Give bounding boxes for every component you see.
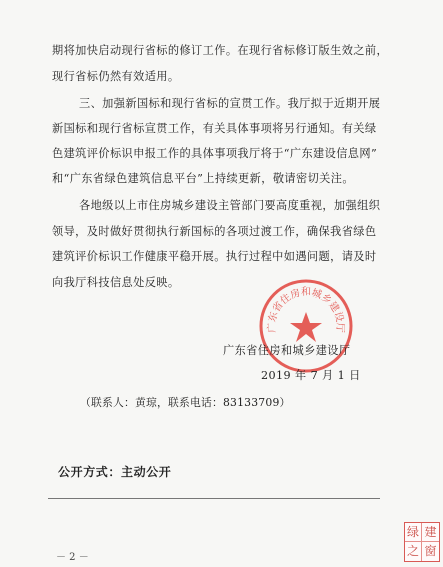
paragraph-line: 新国标和现行省标宣贯工作，有关具体事项将另行通知。有关绿 [52, 122, 377, 135]
stamp-char: 绿 [405, 523, 422, 542]
paragraph-line: 和“广东省绿色建筑信息平台”上持续更新，敬请密切关注。 [52, 172, 354, 185]
signatory: 广东省住房和城乡建设厅 [223, 344, 351, 357]
paragraph-line: 向我厅科技信息处反映。 [52, 276, 180, 289]
corner-logo-stamp [404, 522, 440, 562]
paragraph-line: 领导，及时做好贯彻执行新国标的各项过渡工作，确保我省绿色 [52, 225, 377, 238]
contact-info: （联系人：黄琼，联系电话：83133709） [80, 396, 291, 409]
stamp-char: 建 [422, 523, 439, 542]
paragraph-line: 建筑评价标识工作健康平稳开展。执行过程中如遇问题，请及时 [52, 250, 377, 263]
paragraph-line: 期将加快启动现行省标的修订工作。在现行省标修订版生效之前， [52, 44, 389, 57]
seal-text: 广东省住房和城乡建设厅 [266, 287, 346, 333]
stamp-char: 之 [405, 542, 422, 561]
issue-date: 2019 年 7 月 1 日 [261, 369, 361, 382]
paragraph-line: 色建筑评价标识申报工作的具体事项我厅将于“广东建设信息网” [52, 147, 378, 160]
paragraph-line: 各地级以上市住房城乡建设主管部门要高度重视，加强组织 [79, 199, 381, 212]
publish-mode: 公开方式：主动公开 [58, 465, 172, 479]
page-number: － 2 － [56, 552, 89, 563]
paragraph-line: 现行省标仍然有效适用。 [52, 70, 180, 83]
official-seal-icon [256, 276, 356, 376]
stamp-char: 窗 [424, 544, 437, 558]
paragraph-line: 三、加强新国标和现行省标的宣贯工作。我厅拟于近期开展 [79, 97, 381, 110]
divider [48, 498, 380, 499]
